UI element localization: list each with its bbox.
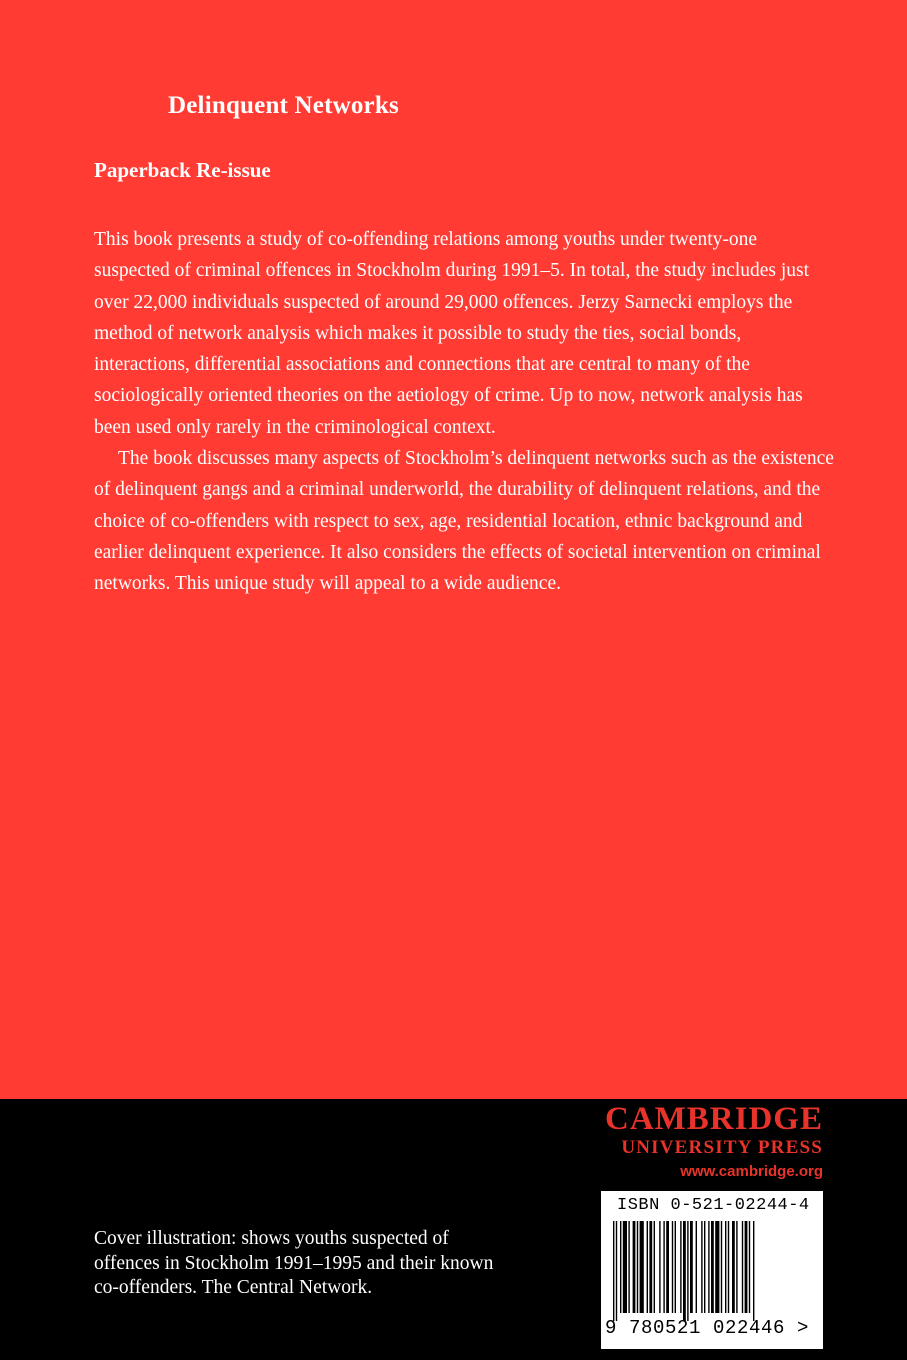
isbn-barcode: [601, 1191, 823, 1349]
edition-label: Paperback Re-issue: [94, 158, 271, 182]
publisher-url: www.cambridge.org: [680, 1163, 823, 1180]
ean-number: 9 780521 022446 >: [605, 1317, 810, 1339]
blurb-paragraph-1: This book presents a study of co-offending relations among youths under twenty-one suspected of criminal offences in Stockholm during 1991–5. In total, the study includes just over 22,000 individuals suspected of around 29,000 offences. Jerzy Sarnecki employs the method of network analysis which makes it possible to study the ties, social bonds, interactions, differential associations and connections that are central to many of the sociologically oriented theories on the aetiology of crime. Up to now, network analysis has been used only rarely in the criminological context.: [94, 229, 810, 438]
book-title: Delinquent Networks: [168, 92, 399, 119]
blurb-paragraph-2: The book discusses many aspects of Stockholm’s delinquent networks such as the existence of delinquent gangs and a criminal underworld, the durability of delinquent relations, and the choice of co-offenders with respect to sex, age, residential location, ethnic background and earlier delinquent experience. It also considers the effects of societal intervention on criminal networks. This unique study will appeal to a wide audience.: [94, 448, 834, 595]
footer-band: [0, 1099, 907, 1360]
isbn-number: ISBN 0-521-02244-4: [617, 1196, 810, 1215]
publisher-subname: UNIVERSITY PRESS: [621, 1137, 823, 1158]
barcode-icon: [611, 1221, 813, 1321]
cover-illustration-caption: Cover illustration: shows youths suspected of offences in Stockholm 1991–1995 and their known co-offenders. The Central Network.: [94, 1228, 494, 1298]
publisher-logo: [605, 1101, 823, 1185]
publisher-name: CAMBRIDGE: [604, 1101, 823, 1137]
book-blurb: [94, 224, 834, 600]
